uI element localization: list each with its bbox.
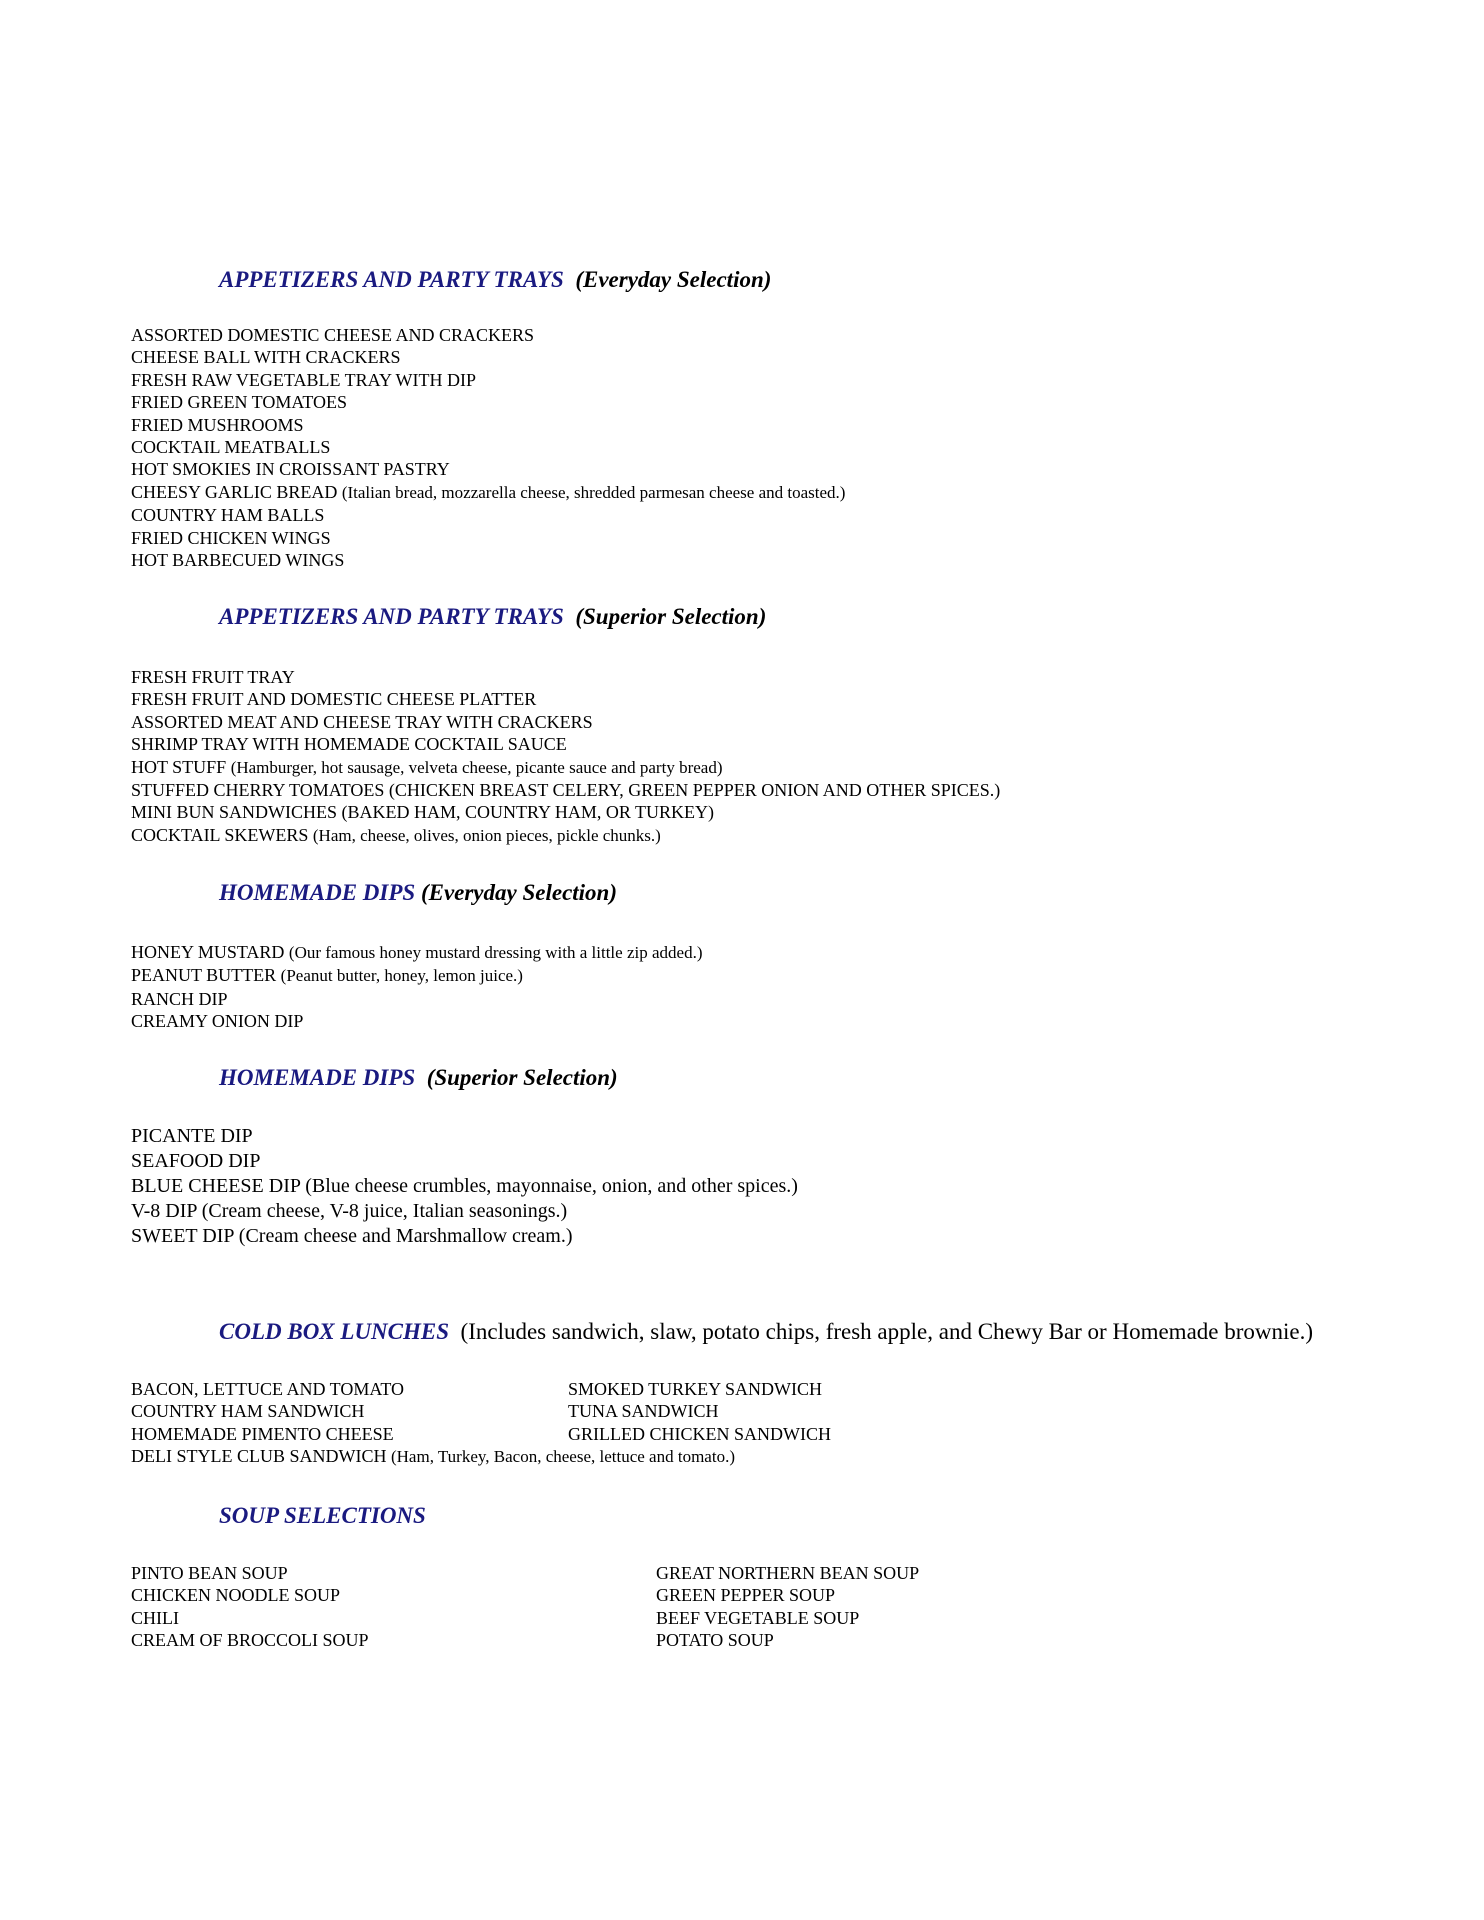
list-item: SMOKED TURKEY SANDWICH [568,1379,823,1399]
item-name: BLUE CHEESE DIP [131,1175,301,1197]
item-name: HOT BARBECUED WINGS [131,550,345,571]
item-name: FRESH RAW VEGETABLE TRAY WITH DIP [131,369,476,390]
section-subtitle: (Everyday Selection) [420,880,618,905]
item-name: SWEET DIP [131,1225,234,1247]
item-note: (Ham, Turkey, Bacon, cheese, lettuce and tomato.) [390,1447,735,1466]
heading-soups [219,1502,426,1530]
item-name: FRIED GREEN TOMATOES [131,392,348,413]
list-item: GREEN PEPPER SOUP [656,1585,836,1606]
item-name: SHRIMP TRAY WITH HOMEMADE COCKTAIL SAUCE [131,734,567,755]
item-name: CHEESY GARLIC BREAD [131,481,338,502]
list-item: CREAM OF BROCCOLI SOUP [131,1630,369,1651]
heading-appetizers-superior [219,603,766,631]
item-note: (Peanut butter, honey, lemon juice.) [280,966,523,986]
list-appetizers-superior [131,666,1000,847]
item-note: (Our famous honey mustard dressing with a little zip added.) [288,943,703,962]
item-name: RANCH DIP [131,988,228,1009]
item-name: ASSORTED DOMESTIC CHEESE AND CRACKERS [131,325,534,345]
list-item [131,964,702,987]
list-item: CHICKEN NOODLE SOUP [131,1585,341,1606]
item-name: PICANTE DIP [131,1125,253,1147]
heading-dips-everyday [219,879,617,907]
item-name: ASSORTED MEAT AND CHEESE TRAY WITH CRACKERS [131,711,593,732]
section-title: COLD BOX LUNCHES [219,1319,450,1344]
item-name: STUFFED CHERRY TOMATOES (CHICKEN BREAST CELERY, GREEN PEPPER ONION AND OTHER SPICES.) [131,780,1001,801]
section-title: SOUP SELECTIONS [219,1503,426,1528]
box-lunches-club [131,1445,735,1468]
heading-box-lunches [219,1318,1313,1346]
item-name: MINI BUN SANDWICHES (BAKED HAM, COUNTRY HAM, OR TURKEY) [131,802,715,823]
item-name: HOT STUFF [131,756,227,777]
list-item: TUNA SANDWICH [568,1401,719,1422]
list-item [131,1149,798,1174]
list-item [131,801,1000,823]
list-item [131,1224,798,1249]
list-item: BEEF VEGETABLE SOUP [656,1607,860,1628]
item-name: HONEY MUSTARD [131,942,285,962]
heading-dips-superior [219,1064,618,1092]
list-item [131,1124,798,1149]
list-item [131,527,845,549]
item-name: FRIED MUSHROOMS [131,414,304,435]
item-note: (Italian bread, mozzarella cheese, shredded parmesan cheese and toasted.) [341,482,846,502]
list-item [131,1010,702,1032]
list-item [131,436,845,458]
section-subtitle: (Includes sandwich, slaw, potato chips, fresh apple, and Chewy Bar or Homemade brownie.) [460,1319,1314,1344]
list-item [131,346,845,368]
list-item: POTATO SOUP [656,1630,774,1651]
section-title: HOMEMADE DIPS [219,880,416,905]
list-dips-everyday [131,941,702,1033]
list-item [131,711,1000,733]
item-name: COCKTAIL MEATBALLS [131,437,331,458]
list-item: COUNTRY HAM SANDWICH [131,1401,365,1422]
list-item: BACON, LETTUCE AND TOMATO [131,1379,405,1399]
list-item [131,1445,735,1468]
list-item [131,458,845,480]
list-item [131,779,1000,801]
list-item [131,324,845,346]
list-item [131,549,845,571]
list-item [131,504,845,526]
item-name: FRESH FRUIT TRAY [131,667,295,687]
list-appetizers-everyday [131,324,845,571]
item-name: COCKTAIL SKEWERS [131,824,309,845]
item-name: DELI STYLE CLUB SANDWICH [131,1446,387,1466]
item-note: (Ham, cheese, olives, onion pieces, pickle chunks.) [312,825,661,845]
list-item [131,369,845,391]
list-item [131,391,845,413]
list-dips-superior [131,1124,798,1249]
item-name: HOT SMOKIES IN CROISSANT PASTRY [131,459,450,480]
list-item [131,666,1000,688]
item-name: SEAFOOD DIP [131,1150,261,1172]
list-item [131,414,845,436]
item-note: (Hamburger, hot sausage, velveta cheese, picante sauce and party bread) [230,757,723,777]
list-item [131,733,1000,755]
section-subtitle: (Superior Selection) [426,1065,618,1090]
list-item: GREAT NORTHERN BEAN SOUP [656,1563,920,1583]
list-item: PINTO BEAN SOUP [131,1563,288,1583]
item-note: (Blue cheese crumbles, mayonnaise, onion, and other spices.) [305,1175,798,1197]
section-title: APPETIZERS AND PARTY TRAYS [219,604,564,629]
section-title: HOMEMADE DIPS [219,1065,416,1090]
section-title: APPETIZERS AND PARTY TRAYS [219,267,564,292]
list-item [131,1174,798,1199]
item-name: V-8 DIP [131,1200,197,1222]
item-note: (Cream cheese and Marshmallow cream.) [238,1225,573,1247]
soups-col2 [656,1562,919,1652]
heading-appetizers-everyday [219,266,771,294]
section-subtitle: (Superior Selection) [575,604,767,629]
list-item [131,688,1000,710]
list-item: GRILLED CHICKEN SANDWICH [568,1423,831,1444]
list-item [131,756,1000,779]
item-name: CREAMY ONION DIP [131,1011,304,1032]
list-item [131,481,845,504]
item-name: FRESH FRUIT AND DOMESTIC CHEESE PLATTER [131,689,537,710]
item-name: COUNTRY HAM BALLS [131,505,325,526]
item-name: PEANUT BUTTER [131,965,281,986]
box-lunches-col2 [568,1378,831,1445]
soups-col1 [131,1562,369,1652]
list-item: CHILI [131,1607,179,1628]
section-subtitle: (Everyday Selection) [575,267,772,292]
list-item: HOMEMADE PIMENTO CHEESE [131,1423,394,1444]
item-note: (Cream cheese, V-8 juice, Italian seasonings.) [201,1200,568,1222]
list-item [131,988,702,1010]
item-name: CHEESE BALL WITH CRACKERS [131,347,401,368]
item-name: FRIED CHICKEN WINGS [131,527,331,548]
list-item [131,824,1000,847]
list-item [131,1199,798,1224]
list-item [131,941,702,964]
box-lunches-col1 [131,1378,404,1445]
